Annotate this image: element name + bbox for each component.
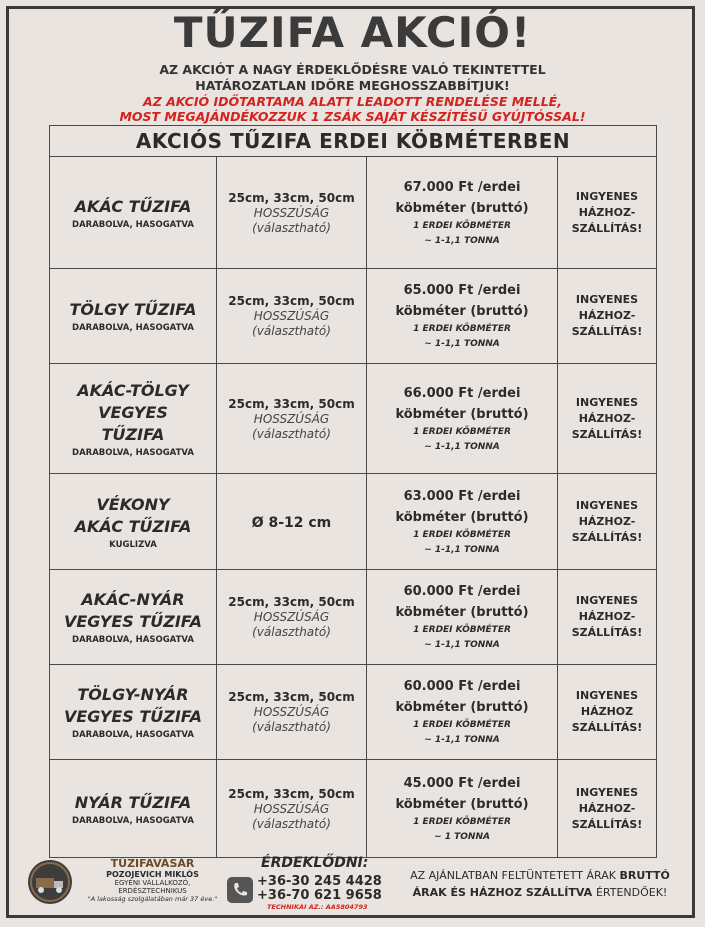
phone-icon <box>227 877 253 903</box>
product-processing: DARABOLVA, HASOGATVA <box>72 447 194 458</box>
price-note <box>395 867 685 901</box>
contact-header: ÉRDEKLŐDNI: <box>261 855 369 871</box>
price-cell <box>367 570 558 665</box>
product-name: VÉKONY <box>96 494 170 514</box>
note-text-b: BRUTTÓ <box>619 869 670 882</box>
promo-line-1: AZ AKCIÓ IDŐTARTAMA ALATT LEADOTT RENDELÉSE MELLÉ, <box>143 94 562 109</box>
note-text-d: ÉRTENDŐEK! <box>595 886 668 899</box>
promo-line-2: MOST MEGAJÁNDÉKOZZUK 1 ZSÁK SAJÁT KÉSZÍTÉSŰ GYÚJTÓSSAL! <box>119 109 586 124</box>
shipping-line-1: INGYENES <box>575 395 639 409</box>
length-values: 25cm, 33cm, 50cm <box>228 294 355 308</box>
brand-block <box>80 857 225 903</box>
shipping-line-1: INGYENES <box>575 498 639 512</box>
product-name: AKÁC TŰZIFA <box>74 196 192 216</box>
volume-note: 1 ERDEI KÖBMÉTER <box>413 816 511 827</box>
length-note: (választható) <box>252 816 331 831</box>
brand-type: EGYÉNI VÁLLALKOZÓ, ERDÉSZTECHNIKUS <box>114 879 191 895</box>
volume-note: 1 ERDEI KÖBMÉTER <box>413 625 511 635</box>
product-processing: DARABOLVA, HASOGATVA <box>72 730 194 740</box>
price-value: 60.000 Ft /erdei <box>403 584 521 599</box>
price-value: 60.000 Ft /erdei <box>403 679 521 694</box>
length-values: 25cm, 33cm, 50cm <box>228 690 355 704</box>
length-cell <box>217 269 367 364</box>
price-unit: köbméter (bruttó) <box>395 406 529 422</box>
shipping-line-2: HÁZHOZ- <box>578 801 636 815</box>
shipping-line-2: HÁZHOZ- <box>578 610 636 623</box>
length-values: Ø 8-12 cm <box>251 515 332 531</box>
table-row <box>50 760 657 858</box>
shipping-line-1: INGYENES <box>575 689 639 702</box>
phone-number-2[interactable]: +36-70 621 9658 <box>257 888 382 903</box>
product-cell <box>50 760 217 858</box>
length-note: (választható) <box>252 220 331 235</box>
shipping-line-1: INGYENES <box>575 293 639 306</box>
table-row <box>50 570 657 665</box>
shipping-cell <box>558 665 657 760</box>
price-value: 66.000 Ft /erdei <box>403 385 521 401</box>
price-cell <box>367 157 558 269</box>
product-name: TÖLGY TŰZIFA <box>69 300 197 319</box>
length-label: HOSSZÚSÁG <box>253 411 330 426</box>
shipping-cell <box>558 157 657 269</box>
product-cell <box>50 665 217 760</box>
product-name-2: VEGYES TŰZIFA <box>63 707 203 726</box>
product-processing: KUGLIZVA <box>109 539 157 550</box>
length-values: 25cm, 33cm, 50cm <box>228 190 355 205</box>
table-row <box>50 665 657 760</box>
price-cell <box>367 760 558 858</box>
price-value: 65.000 Ft /erdei <box>403 283 521 298</box>
price-value: 67.000 Ft /erdei <box>403 179 521 195</box>
note-text-a: AZ AJÁNLATBAN FELTÜNTETETT ÁRAK <box>410 869 620 882</box>
volume-note: 1 ERDEI KÖBMÉTER <box>413 220 511 231</box>
price-unit: köbméter (bruttó) <box>395 796 529 812</box>
brand-owner: POZOJEVICH MIKLÓS <box>106 870 199 879</box>
price-unit: köbméter (bruttó) <box>395 605 529 620</box>
product-name: TÖLGY-NYÁR <box>77 685 189 704</box>
length-cell <box>217 364 367 474</box>
technical-id: TECHNIKAI AZ.: AA5804793 <box>267 903 368 911</box>
price-unit: köbméter (bruttó) <box>395 200 529 216</box>
price-unit: köbméter (bruttó) <box>395 304 529 319</box>
product-name: AKÁC-TÖLGY <box>77 380 189 400</box>
table-row <box>50 364 657 474</box>
shipping-line-3: SZÁLLÍTÁS! <box>571 221 643 235</box>
shipping-line-3: SZÁLLÍTÁS! <box>571 325 643 338</box>
truck-logo-icon <box>26 858 74 906</box>
subtitle-line-1: AZ AKCIÓT A NAGY ÉRDEKLŐDÉSRE VALÓ TEKINTETTEL <box>159 62 546 77</box>
length-label: HOSSZÚSÁG <box>253 205 330 220</box>
length-label: HOSSZÚSÁG <box>253 801 330 816</box>
price-unit: köbméter (bruttó) <box>395 700 529 715</box>
brand-slogan: "A lakosság szolgálatában már 37 éve." <box>87 895 218 903</box>
shipping-cell <box>558 364 657 474</box>
length-label: HOSSZÚSÁG <box>253 309 330 323</box>
shipping-line-2: HÁZHOZ <box>580 705 634 718</box>
product-name: NYÁR TŰZIFA <box>74 792 192 812</box>
weight-note: ~ 1-1,1 TONNA <box>424 544 500 555</box>
volume-note: 1 ERDEI KÖBMÉTER <box>413 720 511 730</box>
shipping-cell <box>558 474 657 570</box>
length-cell <box>217 760 367 858</box>
length-values: 25cm, 33cm, 50cm <box>228 595 355 609</box>
note-text-c: ÁRAK ÉS HÁZHOZ SZÁLLÍTVA <box>412 886 596 899</box>
price-cell <box>367 474 558 570</box>
shipping-cell <box>558 760 657 858</box>
volume-note: 1 ERDEI KÖBMÉTER <box>413 324 511 334</box>
price-cell <box>367 364 558 474</box>
length-cell <box>217 157 367 269</box>
shipping-cell <box>558 269 657 364</box>
length-note: (választható) <box>252 324 331 338</box>
table-header: AKCIÓS TŰZIFA ERDEI KÖBMÉTERBEN <box>50 126 657 157</box>
price-table <box>49 125 657 858</box>
length-label: HOSSZÚSÁG <box>253 610 330 624</box>
product-cell <box>50 364 217 474</box>
product-processing: DARABOLVA, HASOGATVA <box>72 219 194 230</box>
shipping-line-2: HÁZHOZ- <box>578 411 636 425</box>
weight-note: ~ 1-1,1 TONNA <box>424 339 500 349</box>
length-cell <box>217 665 367 760</box>
product-name-3: TŰZIFA <box>101 424 165 444</box>
shipping-line-3: SZÁLLÍTÁS! <box>571 721 643 734</box>
shipping-line-3: SZÁLLÍTÁS! <box>571 427 643 441</box>
table-row <box>50 269 657 364</box>
weight-note: ~ 1-1,1 TONNA <box>424 235 500 246</box>
product-name-2: VEGYES TŰZIFA <box>63 612 203 631</box>
product-cell <box>50 474 217 570</box>
product-name-2: AKÁC TŰZIFA <box>74 516 192 536</box>
shipping-line-2: HÁZHOZ- <box>578 309 636 322</box>
product-name-2: VEGYES <box>98 402 168 422</box>
phone-number-1[interactable]: +36-30 245 4428 <box>257 874 382 889</box>
price-value: 63.000 Ft /erdei <box>403 488 521 504</box>
product-cell <box>50 157 217 269</box>
shipping-line-1: INGYENES <box>575 785 639 799</box>
product-processing: DARABOLVA, HASOGATVA <box>72 635 194 645</box>
page-title: TŰZIFA AKCIÓ! <box>173 8 532 57</box>
subtitle-line-2: HATÁROZATLAN IDŐRE MEGHOSSZABBÍTJUK! <box>195 78 510 93</box>
brand-name: TŰZIFAVÁSÁR <box>110 857 195 870</box>
length-values: 25cm, 33cm, 50cm <box>228 786 355 801</box>
length-note: (választható) <box>252 625 331 639</box>
table-row <box>50 157 657 269</box>
shipping-line-2: HÁZHOZ- <box>578 205 636 219</box>
shipping-line-2: HÁZHOZ- <box>578 514 636 528</box>
shipping-line-3: SZÁLLÍTÁS! <box>571 626 643 639</box>
volume-note: 1 ERDEI KÖBMÉTER <box>413 529 511 540</box>
weight-note: ~ 1-1,1 TONNA <box>424 640 500 650</box>
shipping-line-3: SZÁLLÍTÁS! <box>571 530 643 544</box>
length-values: 25cm, 33cm, 50cm <box>228 396 355 411</box>
length-cell <box>217 474 367 570</box>
product-cell <box>50 570 217 665</box>
shipping-cell <box>558 570 657 665</box>
price-unit: köbméter (bruttó) <box>395 509 529 525</box>
price-value: 45.000 Ft /erdei <box>403 775 521 791</box>
product-name: AKÁC-NYÁR <box>81 590 185 609</box>
price-cell <box>367 665 558 760</box>
volume-note: 1 ERDEI KÖBMÉTER <box>413 426 511 437</box>
table-row <box>50 474 657 570</box>
shipping-line-3: SZÁLLÍTÁS! <box>571 817 643 831</box>
length-note: (választható) <box>252 426 331 441</box>
weight-note: ~ 1-1,1 TONNA <box>424 441 500 452</box>
length-cell <box>217 570 367 665</box>
product-processing: DARABOLVA, HASOGATVA <box>72 323 194 333</box>
product-processing: DARABOLVA, HASOGATVA <box>72 815 194 826</box>
shipping-line-1: INGYENES <box>575 594 639 607</box>
product-cell <box>50 269 217 364</box>
length-label: HOSSZÚSÁG <box>253 705 330 719</box>
weight-note: ~ 1-1,1 TONNA <box>424 735 500 745</box>
length-note: (választható) <box>252 720 331 734</box>
shipping-line-1: INGYENES <box>575 189 639 203</box>
price-cell <box>367 269 558 364</box>
weight-note: ~ 1 TONNA <box>434 831 490 842</box>
